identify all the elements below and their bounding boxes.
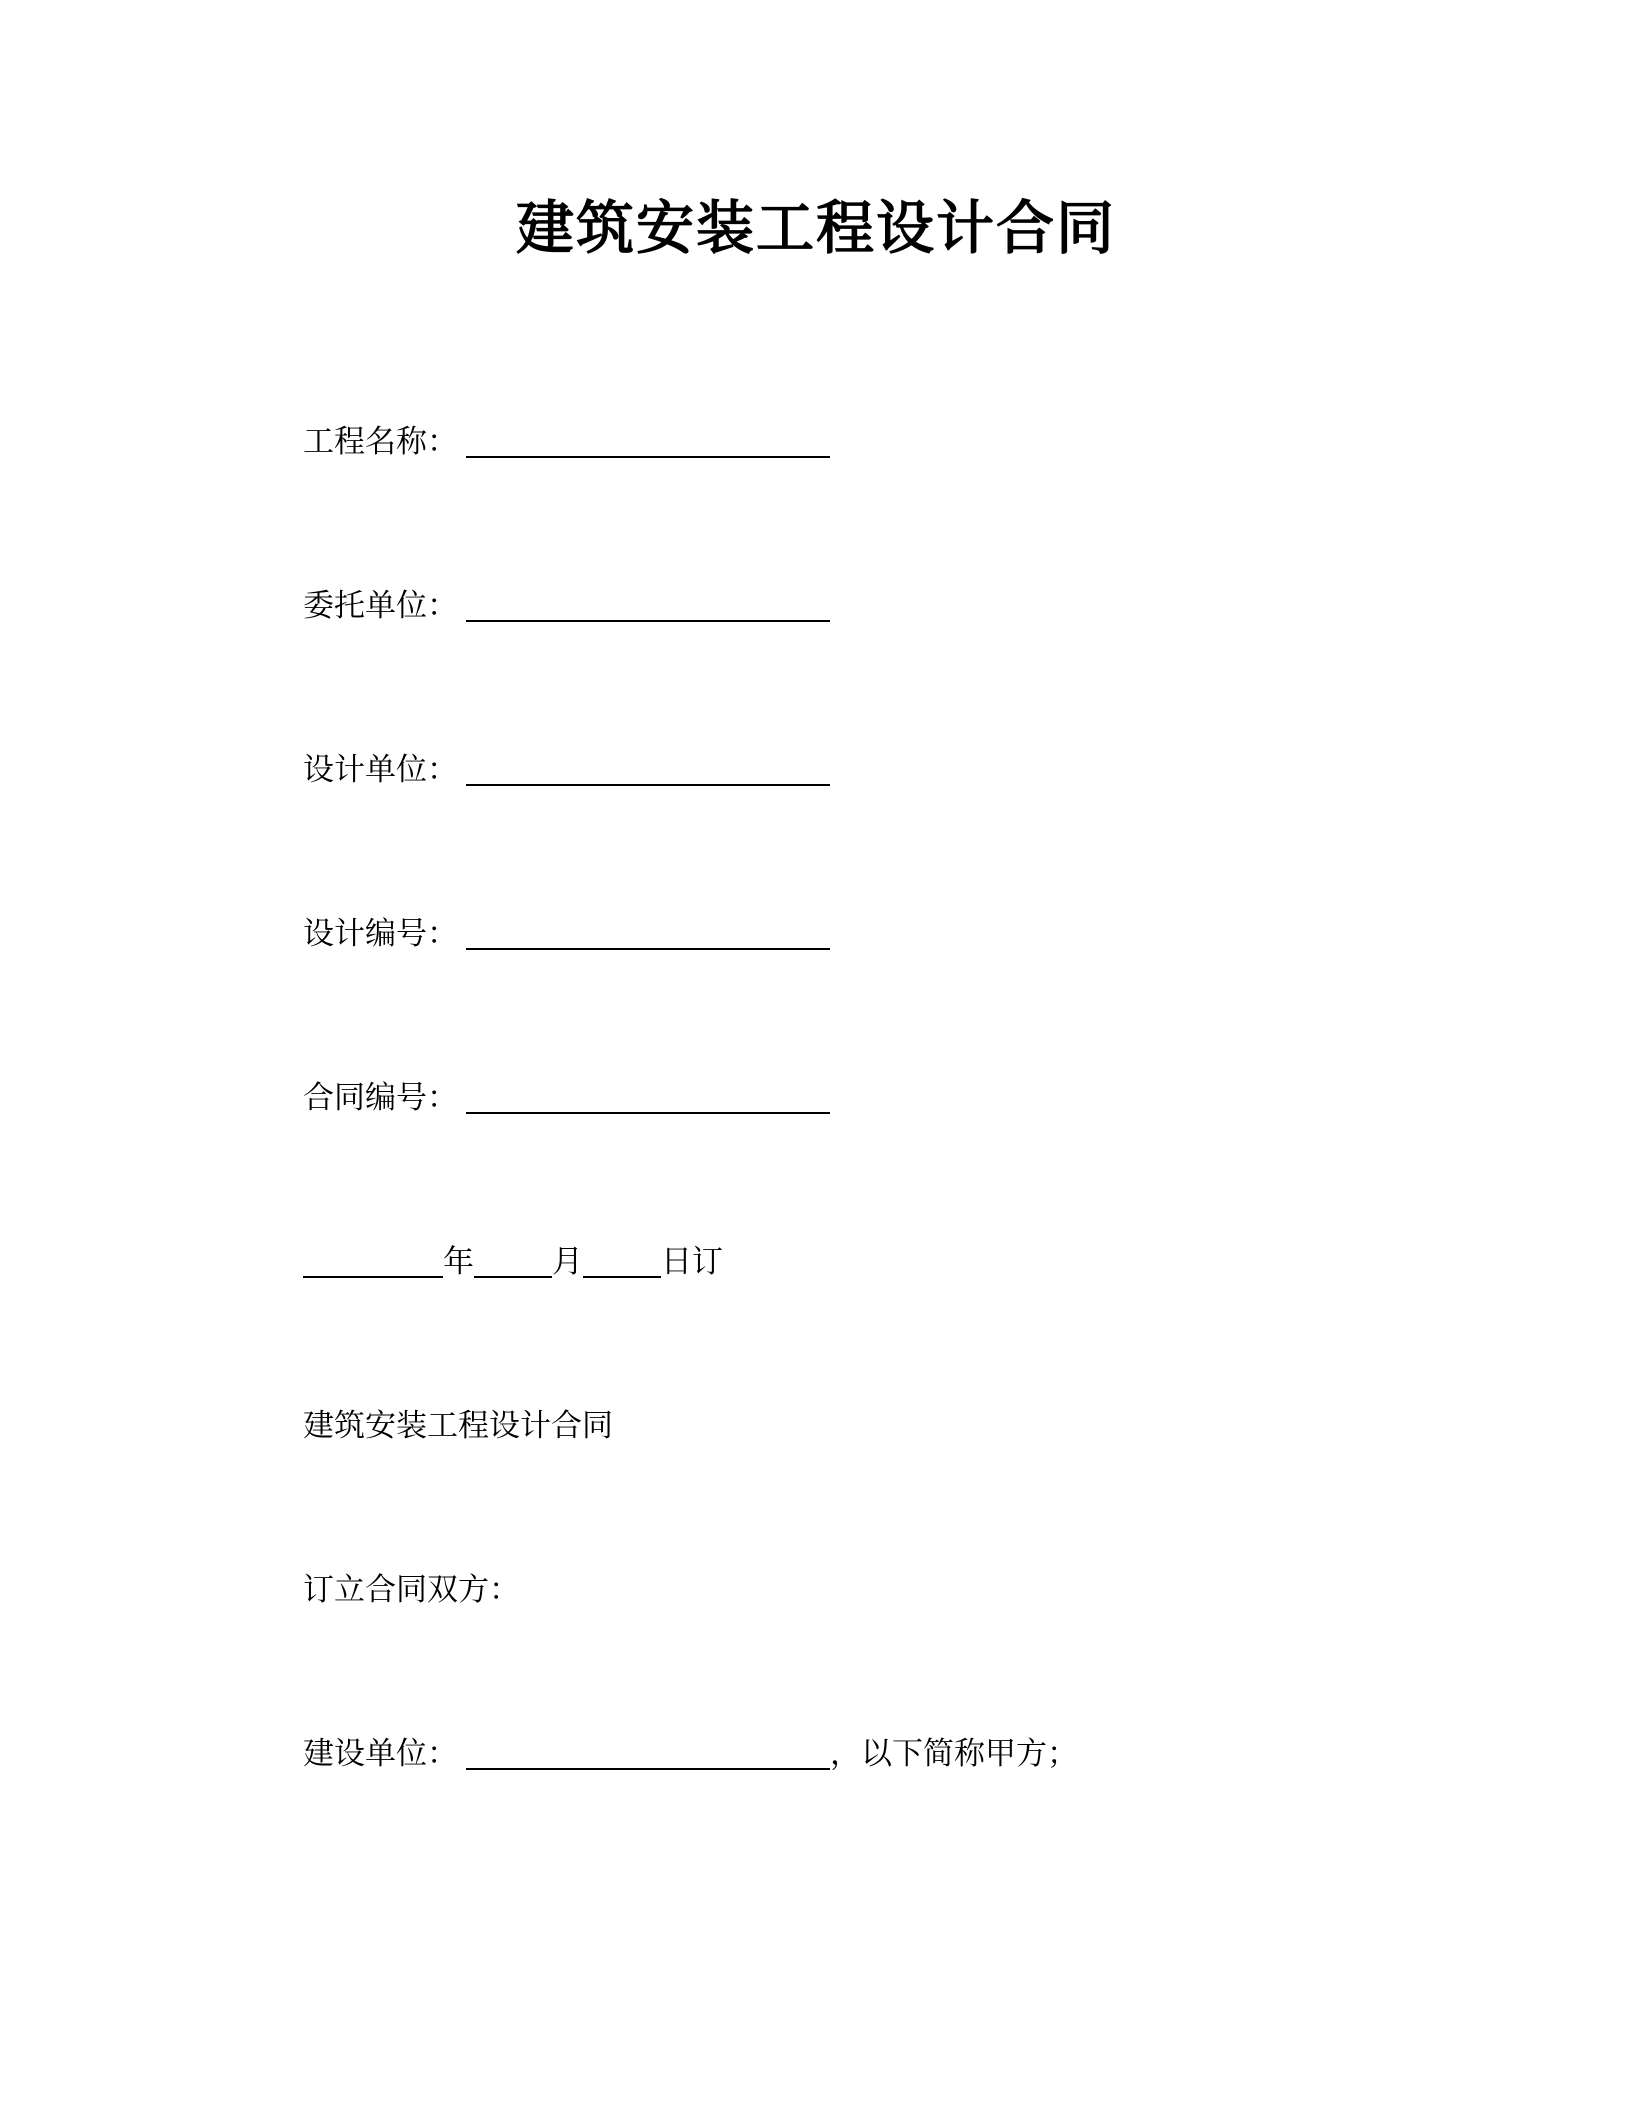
- field-label: 工程名称：: [303, 424, 458, 460]
- design-number-blank[interactable]: [466, 918, 830, 950]
- field-design-number: [303, 912, 830, 956]
- field-label: 建设单位：: [303, 1736, 458, 1772]
- day-blank[interactable]: [583, 1246, 661, 1278]
- field-design-unit: [303, 748, 830, 792]
- date-line: [303, 1240, 723, 1284]
- field-label: 委托单位：: [303, 588, 458, 624]
- day-label: 日订: [661, 1244, 723, 1280]
- project-name-blank[interactable]: [466, 426, 830, 458]
- field-client-unit: [303, 584, 830, 628]
- month-label: 月: [552, 1244, 583, 1280]
- document-title: 建筑安装工程设计合同: [515, 194, 1116, 262]
- contract-number-blank[interactable]: [466, 1082, 830, 1114]
- parties-heading: 订立合同双方：: [303, 1572, 520, 1608]
- design-unit-blank[interactable]: [466, 754, 830, 786]
- year-label: 年: [443, 1244, 474, 1280]
- field-label: 合同编号：: [303, 1080, 458, 1116]
- party-a-blank[interactable]: [466, 1738, 830, 1770]
- party-a-suffix: ，以下简称甲方；: [830, 1736, 1078, 1772]
- year-blank[interactable]: [303, 1246, 443, 1278]
- field-label: 设计单位：: [303, 752, 458, 788]
- field-project-name: [303, 420, 830, 464]
- contract-subtitle: 建筑安装工程设计合同: [303, 1408, 613, 1444]
- field-label: 设计编号：: [303, 916, 458, 952]
- field-party-a: [303, 1732, 1078, 1776]
- client-unit-blank[interactable]: [466, 590, 830, 622]
- field-contract-number: [303, 1076, 830, 1120]
- month-blank[interactable]: [474, 1246, 552, 1278]
